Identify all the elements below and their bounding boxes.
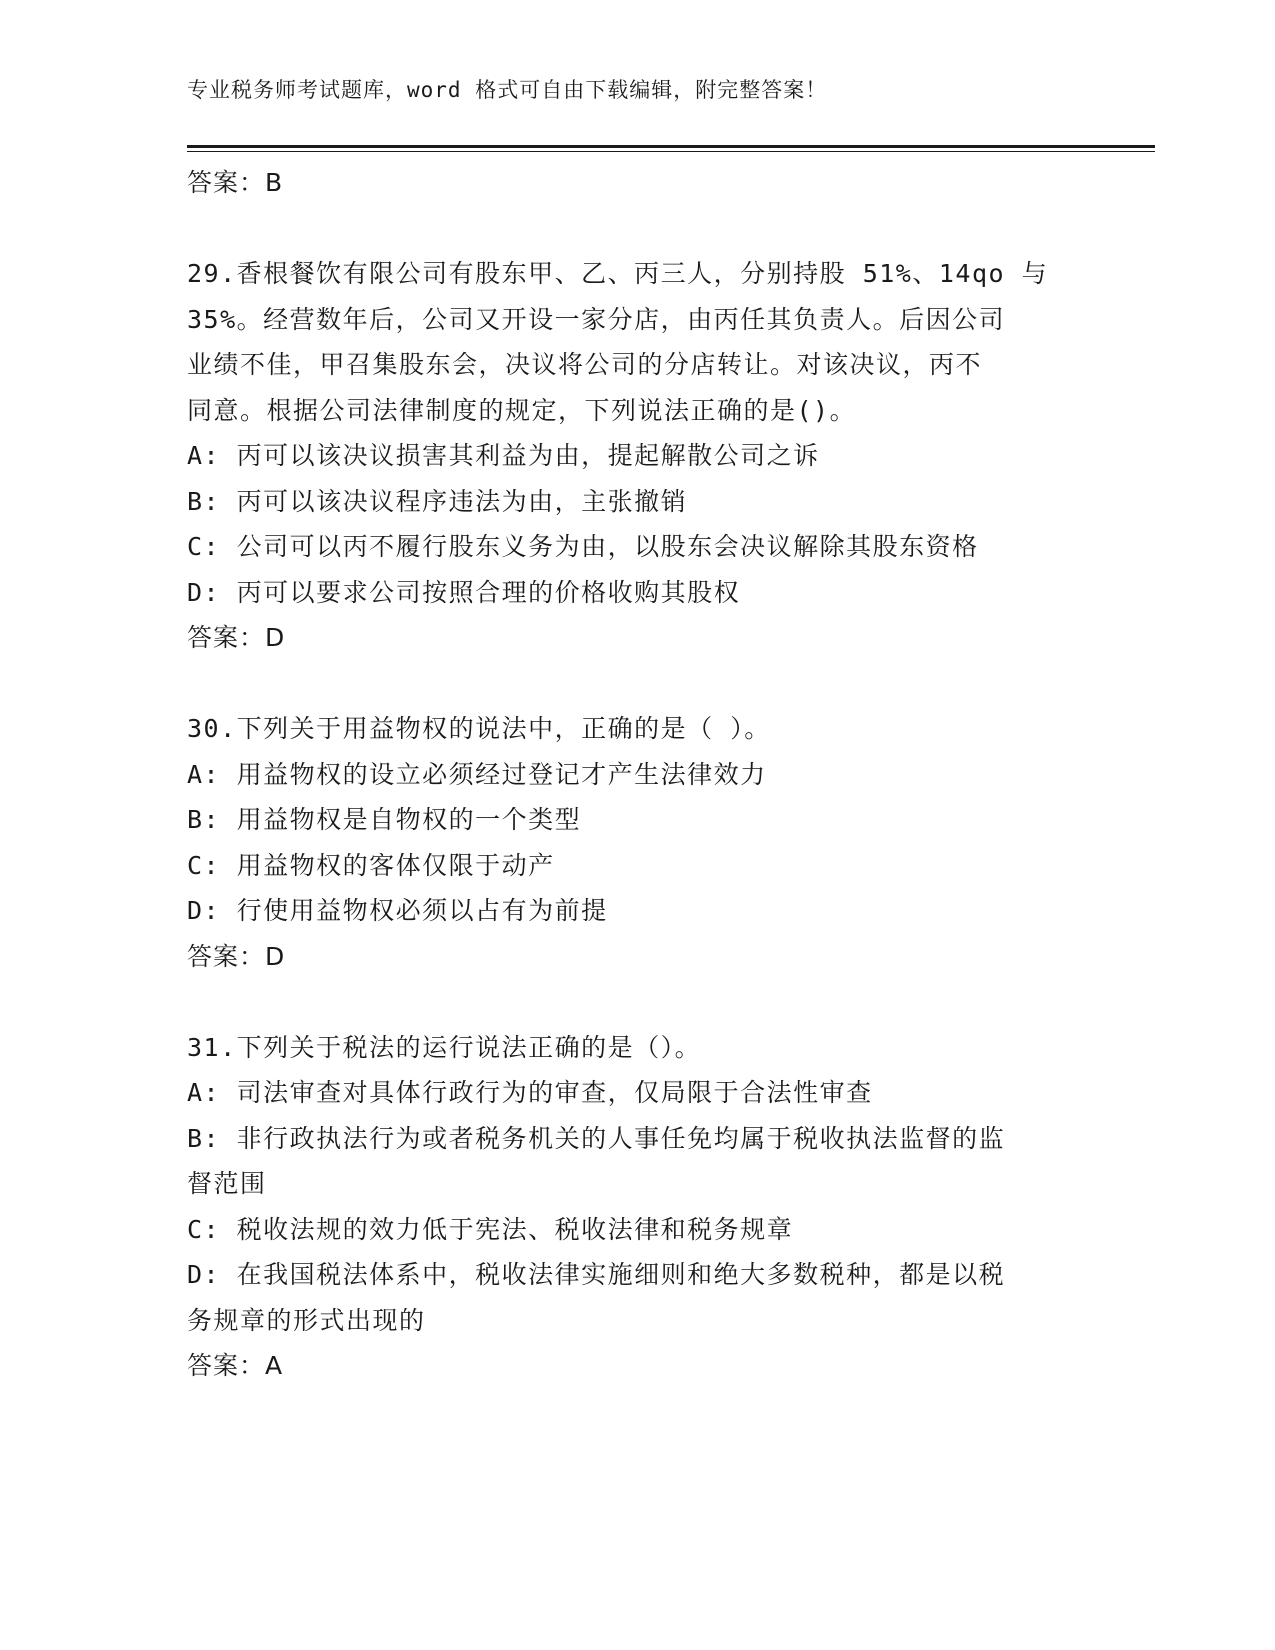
spacer: [187, 206, 1067, 252]
q30-option-d: D: 行使用益物权必须以占有为前提: [187, 896, 608, 925]
question-30: [187, 706, 1067, 979]
q31-option-d: D: 在我国税法体系中，税收法律实施细则和绝大多数税种，都是以税: [187, 1260, 1006, 1289]
q29-option-a: A: 丙可以该决议损害其利益为由，提起解散公司之诉: [187, 441, 820, 470]
q29-stem-line: 同意。根据公司法律制度的规定，下列说法正确的是()。: [187, 395, 857, 425]
q30-option-c: C: 用益物权的客体仅限于动产: [187, 850, 555, 880]
q31-option-b-cont: 督范围: [187, 1169, 267, 1198]
q29-stem-line: 业绩不佳，甲召集股东会，决议将公司的分店转让。对该决议，丙不: [187, 350, 983, 379]
q30-stem-line: 30.下列关于用益物权的说法中，正确的是（ ）。: [187, 714, 771, 743]
spacer: [187, 979, 1067, 1025]
q31-option-a: A: 司法审查对具体行政行为的审查，仅局限于合法性审查: [187, 1078, 873, 1107]
q30-option-a: A: 用益物权的设立必须经过登记才产生法律效力: [187, 759, 767, 789]
q30-answer: 答案：D: [187, 941, 286, 971]
q31-option-b: B: 非行政执法行为或者税务机关的人事任免均属于税收执法监督的监: [187, 1123, 1006, 1153]
q31-answer: 答案：A: [187, 1351, 284, 1380]
header-rule-thin: [187, 151, 1155, 152]
q31-option-d-cont: 务规章的形式出现的: [187, 1305, 426, 1335]
q29-option-d: D: 丙可以要求公司按照合理的价格收购其股权: [187, 577, 741, 607]
q30-option-b: B: 用益物权是自物权的一个类型: [187, 805, 582, 834]
question-29: [187, 251, 1067, 661]
page-header: 专业税务师考试题库，word 格式可自由下载编辑，附完整答案！: [187, 78, 828, 102]
q31-stem-line: 31.下列关于税法的运行说法正确的是（）。: [187, 1032, 702, 1062]
spacer: [187, 661, 1067, 707]
prev-answer: 答案：B: [187, 168, 284, 197]
question-content: [187, 160, 1067, 1389]
q29-option-b: B: 丙可以该决议程序违法为由，主张撤销: [187, 486, 688, 516]
q29-stem-line: 29.香根餐饮有限公司有股东甲、乙、丙三人，分别持股 51%、14qo 与: [187, 259, 1049, 288]
q31-option-c: C: 税收法规的效力低于宪法、税收法律和税务规章: [187, 1214, 794, 1244]
q29-answer: 答案：D: [187, 623, 286, 652]
header-rule-thick: [187, 145, 1155, 148]
q29-option-c: C: 公司可以丙不履行股东义务为由，以股东会决议解除其股东资格: [187, 532, 979, 561]
question-31: [187, 1025, 1067, 1389]
q29-stem-line: 35%。经营数年后，公司又开设一家分店，由丙任其负责人。后因公司: [187, 304, 1006, 334]
